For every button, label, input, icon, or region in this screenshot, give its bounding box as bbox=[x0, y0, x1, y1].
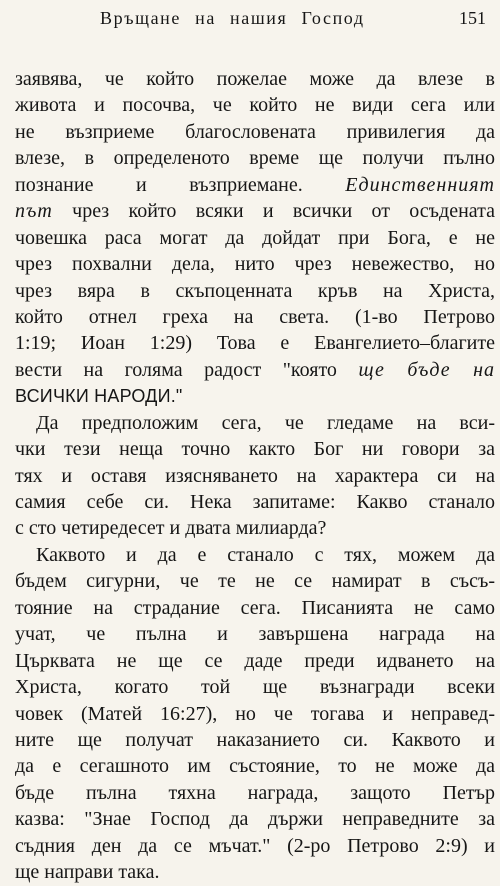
text-line bbox=[15, 92, 495, 118]
text-segment: заявява, че който пожелае може да влезе в bbox=[15, 68, 495, 90]
text-segment: съдния ден да се мъчат." (2-ро Петрово 2:9) и bbox=[15, 834, 495, 857]
text-line bbox=[15, 648, 495, 674]
text-line bbox=[15, 859, 495, 885]
text-segment: чрез който всяки и всички от осъдената bbox=[52, 200, 495, 223]
text-segment: живота и посочва, че който не види сега или bbox=[15, 94, 495, 117]
text-line bbox=[15, 515, 495, 541]
text-line bbox=[15, 674, 495, 700]
running-header-title: Връщане на нашия Господ bbox=[100, 8, 365, 28]
text-line bbox=[15, 410, 495, 436]
text-line bbox=[15, 172, 495, 198]
text-segment: чрез похвални дела, нито чрез невежество, но bbox=[15, 253, 495, 276]
text-segment: Христа, когато той ще възнагради всеки bbox=[15, 676, 495, 699]
text-segment: Да предположим сега, че гледаме на вси- bbox=[36, 411, 495, 434]
text-segment: казва: "Знае Господ да държи неправедните за bbox=[15, 808, 495, 831]
text-segment: ните ще получат наказанието си. Каквото и bbox=[15, 728, 495, 751]
text-line bbox=[15, 806, 495, 832]
text-line bbox=[15, 66, 495, 92]
text-line bbox=[15, 251, 495, 277]
text-line bbox=[15, 568, 495, 594]
text-line bbox=[15, 833, 495, 859]
text-line bbox=[15, 304, 495, 330]
text-line bbox=[15, 198, 495, 224]
text-segment: чки тези неща точно както Бог ни говори за bbox=[15, 438, 495, 461]
text-line bbox=[15, 436, 495, 462]
text-line bbox=[15, 330, 495, 356]
text-line bbox=[15, 621, 495, 647]
text-segment: Каквото и да е станало с тях, можем да bbox=[36, 543, 495, 566]
text-line bbox=[15, 145, 495, 171]
text-line bbox=[15, 780, 495, 806]
text-segment: с сто четиредесет и двата милиарда? bbox=[15, 517, 327, 540]
text-segment: влезе, в определеното време ще получи пълно bbox=[15, 147, 495, 170]
text-line bbox=[15, 225, 495, 251]
text-line bbox=[15, 489, 495, 515]
text-line bbox=[15, 542, 495, 568]
text-segment: бъде пълна тяхна награда, защото Петър bbox=[15, 781, 495, 804]
text-segment: чрез вяра в скъпоценната кръв на Христа, bbox=[15, 279, 495, 302]
text-line bbox=[15, 357, 495, 383]
text-line bbox=[15, 753, 495, 779]
emphasized-text: път bbox=[15, 200, 53, 223]
emphasized-text: Единственният bbox=[345, 173, 495, 196]
text-segment: познание и възприемане. bbox=[15, 173, 346, 196]
page-number: 151 bbox=[459, 8, 486, 28]
text-line bbox=[15, 595, 495, 621]
text-segment: да е сегашното им състояние, то не може да bbox=[15, 755, 495, 778]
body-text bbox=[15, 66, 495, 886]
text-segment: Църквата не ще се даде преди идването на bbox=[15, 649, 495, 672]
text-segment: вести на голяма радост "която bbox=[15, 358, 359, 381]
text-segment: учат, че пълна и завършена награда на bbox=[15, 623, 495, 646]
capitalized-text: ВСИЧКИ НАРОДИ." bbox=[15, 386, 183, 407]
text-line bbox=[15, 463, 495, 489]
text-line bbox=[15, 119, 495, 145]
text-segment: бъдем сигурни, че те не се намират в съсъ- bbox=[15, 570, 495, 593]
emphasized-text: ще бъде на bbox=[358, 358, 495, 381]
text-line bbox=[15, 383, 495, 409]
text-line bbox=[15, 278, 495, 304]
text-segment: който отнел греха на света. (1-во Петрово bbox=[15, 305, 495, 328]
running-header bbox=[0, 8, 500, 30]
text-line bbox=[15, 727, 495, 753]
text-segment: 1:19; Иоан 1:29) Това е Евангелието–благите bbox=[15, 332, 495, 355]
text-segment: ще направи така. bbox=[15, 861, 160, 884]
text-line bbox=[15, 701, 495, 727]
text-segment: самия себе си. Нека запитаме: Какво станало bbox=[15, 491, 495, 513]
text-segment: не възприеме благословената привилегия да bbox=[15, 120, 495, 143]
text-segment: човешка раса могат да дойдат при Бога, е не bbox=[15, 226, 495, 249]
text-segment: човек (Матей 16:27), но че тогава и неправед- bbox=[15, 702, 495, 725]
text-segment: тояние на страдание сега. Писанията не само bbox=[15, 596, 495, 619]
text-segment: тях и оставя изясняването на характера си на bbox=[15, 464, 495, 487]
